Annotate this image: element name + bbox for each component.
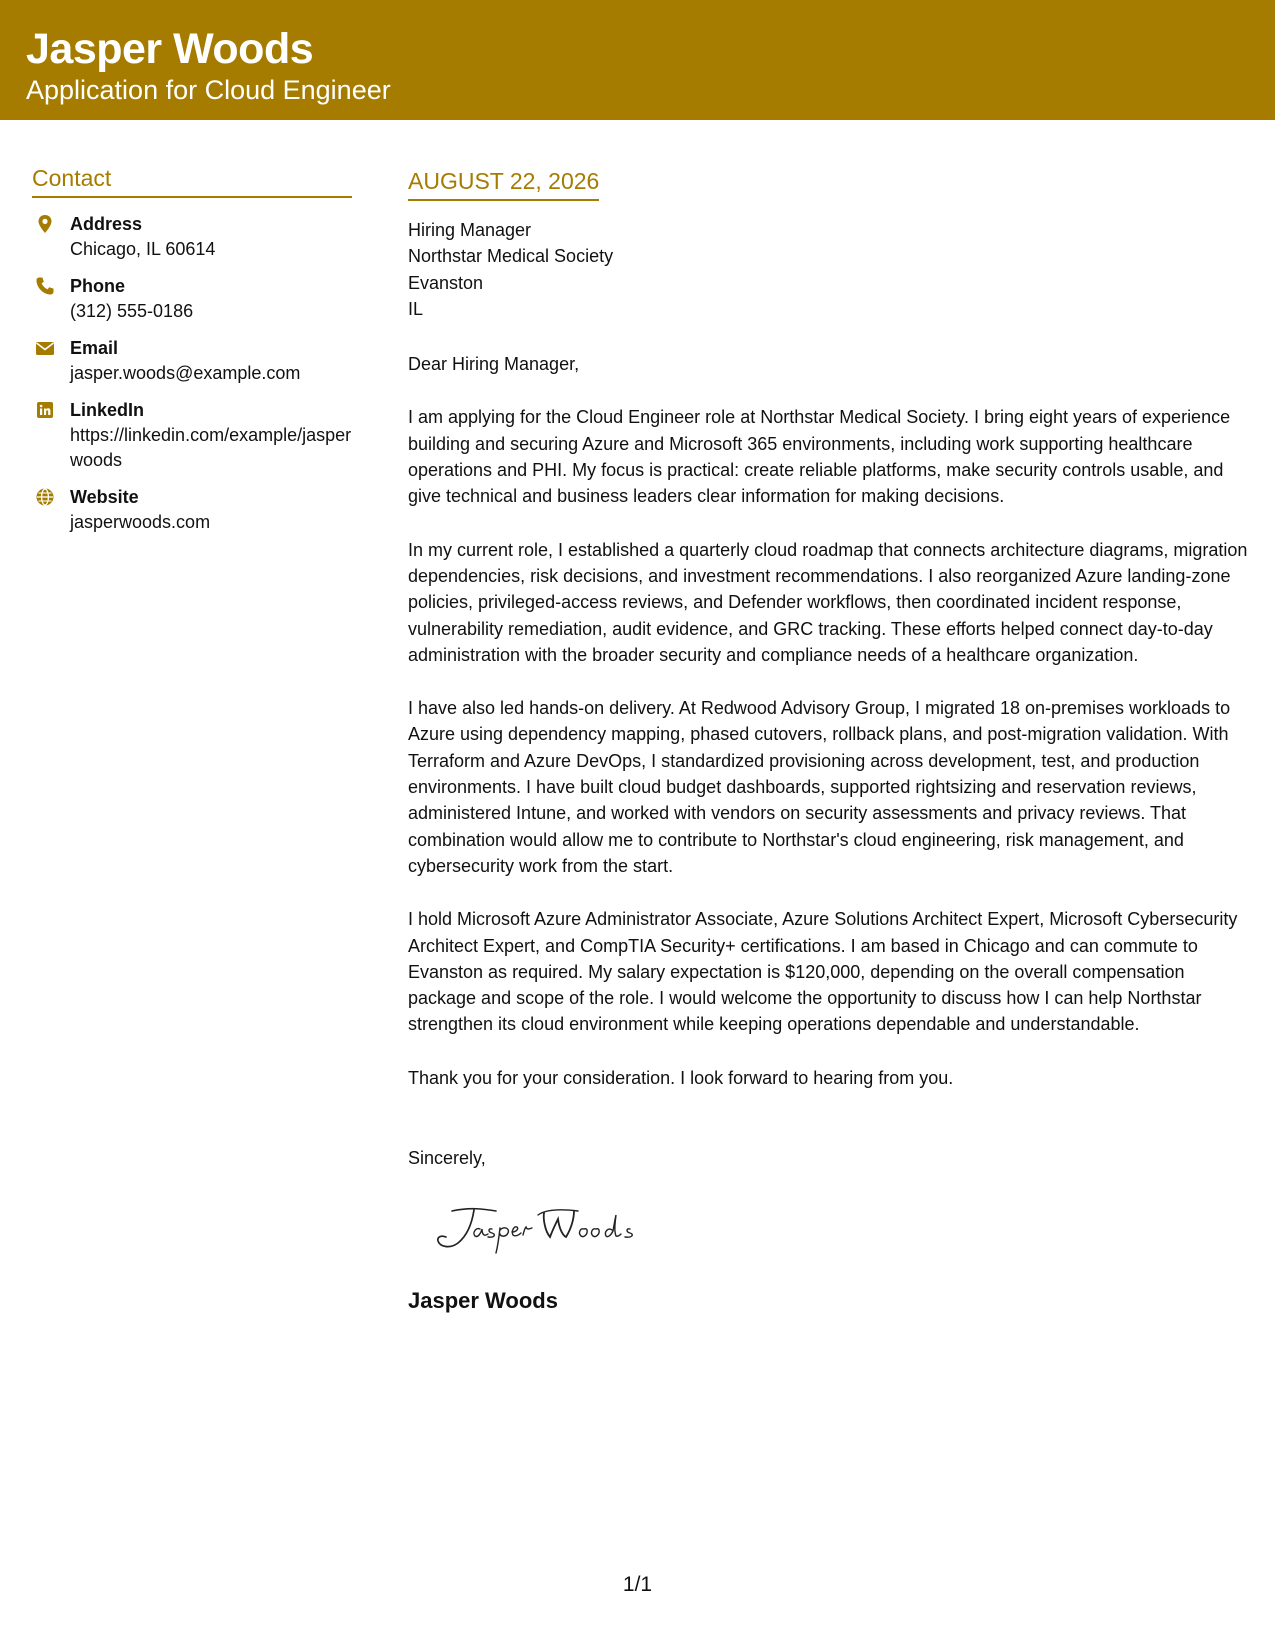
contact-label: Address: [70, 214, 143, 234]
globe-icon: [35, 487, 55, 507]
letter-paragraph: In my current role, I established a quarterly cloud roadmap that connects architecture diagrams, migration dependencies, risk decisions, and investment recommendations. I also reorganized Azure landing-zone policies, privileged-access reviews, and Defender workflows, then coordinated incident response, vulnerability remediation, audit evidence, and GRC tracking. These efforts helped connect day-to-day administration with the broader security and compliance needs of a healthcare organization.: [408, 539, 1248, 665]
applicant-name: Jasper Woods: [26, 25, 314, 73]
recipient-block: [408, 217, 1253, 322]
recipient-line: Evanston: [408, 272, 484, 293]
letter-body: [408, 165, 1253, 1316]
phone-value: (312) 555-0186: [70, 301, 194, 321]
map-pin-icon: [35, 214, 55, 234]
recipient-line: Hiring Manager: [408, 220, 532, 240]
recipient-line: Northstar Medical Society: [408, 246, 614, 267]
contact-label: Email: [70, 338, 119, 358]
email-value[interactable]: jasper.woods@example.com: [70, 363, 301, 383]
contact-label: LinkedIn: [70, 400, 145, 420]
website-value[interactable]: jasperwoods.com: [70, 512, 211, 532]
letter-paragraph: I am applying for the Cloud Engineer role at Northstar Medical Society. I bring eight years of experience building and securing Azure and Microsoft 365 environments, including work supporting healthcare operations and PHI. My focus is practical: create reliable platforms, make security controls usable, and give technical and business leaders clear information for making decisions.: [408, 407, 1231, 507]
letter-date: AUGUST 22, 2026: [408, 165, 599, 201]
contact-email: [32, 336, 352, 386]
handwritten-signature: [422, 1199, 662, 1261]
contact-list: [32, 212, 352, 535]
contact-sidebar: [32, 162, 352, 547]
contact-phone: [32, 274, 352, 324]
contact-label: Phone: [70, 276, 126, 296]
letter-paragraph: Thank you for your consideration. I look forward to hearing from you.: [408, 1067, 954, 1088]
address-value: Chicago, IL 60614: [70, 239, 216, 259]
linkedin-value[interactable]: https://linkedin.com/example/jasperwoods: [70, 425, 352, 470]
recipient-line: IL: [408, 298, 424, 319]
linkedin-icon: [35, 400, 55, 420]
contact-website: [32, 485, 352, 535]
signer-name: Jasper Woods: [408, 1288, 558, 1314]
header-banner: [0, 0, 1275, 120]
contact-linkedin: [32, 398, 352, 473]
contact-address: [32, 212, 352, 262]
letter-paragraph: I hold Microsoft Azure Administrator Associate, Azure Solutions Architect Expert, Microsoft Cybersecurity Architect Expert, and CompTIA Security+ certifications. I am based in Chicago and can commute to Evanston as required. My salary expectation is $120,000, depending on the overall compensation package and scope of the role. I would welcome the opportunity to discuss how I can help Northstar strengthen its cloud environment while keeping operations dependable and understandable.: [408, 909, 1238, 1035]
contact-heading: Contact: [32, 162, 352, 198]
page-number: 1/1: [622, 1573, 653, 1596]
application-title: Application for Cloud Engineer: [26, 75, 391, 105]
salutation: Dear Hiring Manager,: [408, 354, 580, 375]
email-icon: [35, 338, 55, 358]
phone-icon: [35, 276, 55, 296]
closing: Sincerely,: [408, 1148, 486, 1169]
letter-paragraph: I have also led hands-on delivery. At Redwood Advisory Group, I migrated 18 on-premises workloads to Azure using dependency mapping, phased cutovers, rollback plans, and post-migration validation. With Terraform and Azure DevOps, I standardized provisioning across development, test, and production environments. I have built cloud budget dashboards, supported rightsizing and reservation reviews, administered Intune, and worked with vendors on security assessments and privacy reviews. That combination would allow me to contribute to Northstar's cloud engineering, risk management, and cybersecurity work from the start.: [408, 698, 1231, 876]
contact-label: Website: [70, 487, 139, 507]
